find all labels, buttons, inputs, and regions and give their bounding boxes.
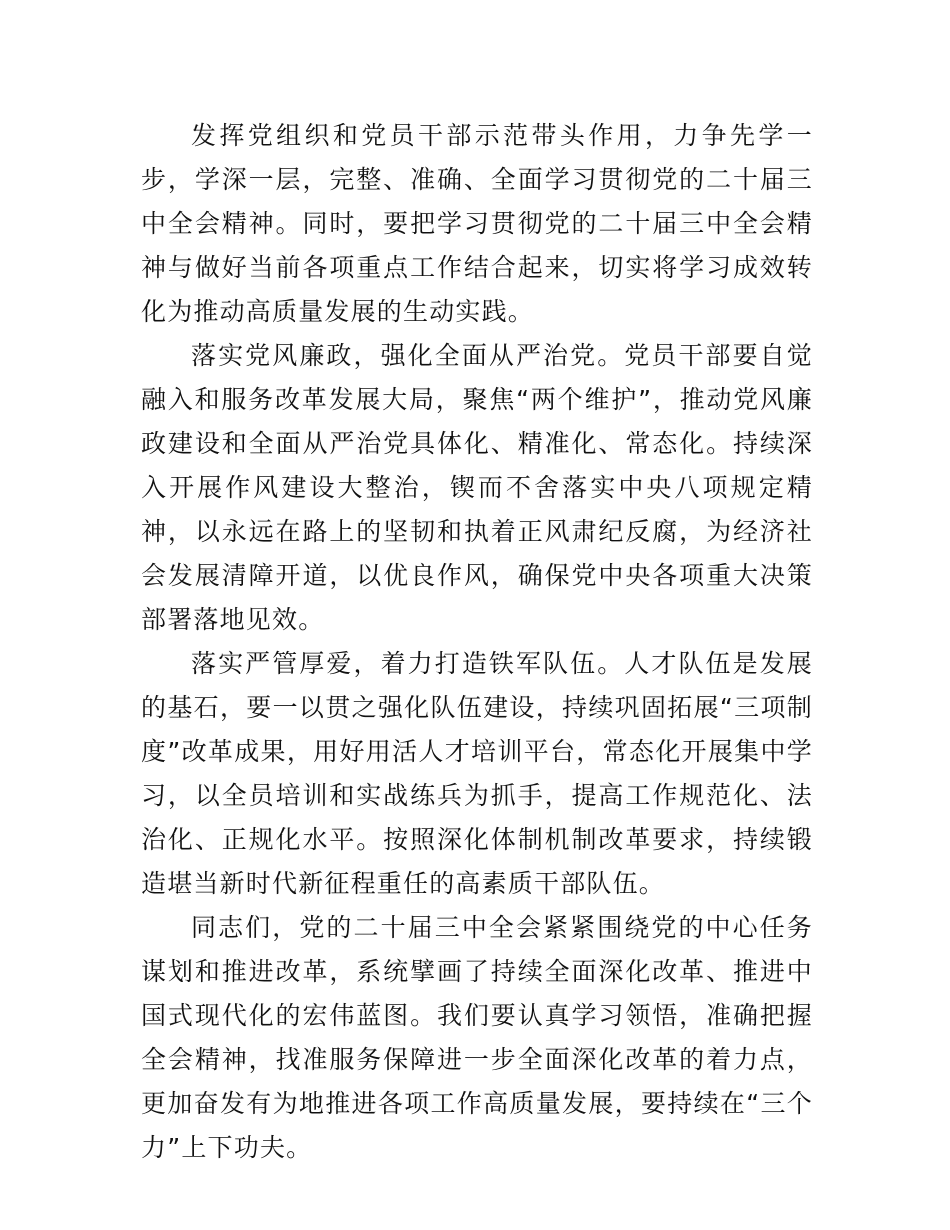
paragraph-party-conduct: 落实党风廉政，强化全面从严治党。党员干部要自觉融入和服务改革发展大局，聚焦“两个维护”，推动党风廉政建设和全面从严治党具体化、精准化、常态化。持续深入开展作风建设大整治，锲而不舍落实中央八项规定精神，以永远在路上的坚韧和执着正风肃纪反腐，为经济社会发展清障开道，以优良作风，确保党中央各项重大决策部署落地见效。 — [141, 341, 813, 634]
paragraph-team-building: 落实严管厚爱，着力打造铁军队伍。人才队伍是发展的基石，要一以贯之强化队伍建设，持续巩固拓展“三项制度”改革成果，用好用活人才培训平台，常态化开展集中学习，以全员培训和实战练兵为抓手，提高工作规范化、法治化、正规化水平。按照深化体制机制改革要求，持续锻造堪当新时代新征程重任的高素质干部队伍。 — [141, 649, 813, 898]
paragraph-comrades: 同志们，党的二十届三中全会紧紧围绕党的中心任务谋划和推进改革，系统擘画了持续全面深化改革、推进中国式现代化的宏伟蓝图。我们要认真学习领悟，准确把握全会精神，找准服务保障进一步全面深化改革的着力点，更加奋发有为地推进各项工作高质量发展，要持续在“三个力”上下功夫。 — [141, 913, 813, 1162]
paragraph-party-organization: 发挥党组织和党员干部示范带头作用，力争先学一步，学深一层，完整、准确、全面学习贯彻党的二十届三中全会精神。同时，要把学习贯彻党的二十届三中全会精神与做好当前各项重点工作结合起来，切实将学习成效转化为推动高质量发展的生动实践。 — [141, 121, 813, 326]
document-body — [141, 114, 813, 1170]
